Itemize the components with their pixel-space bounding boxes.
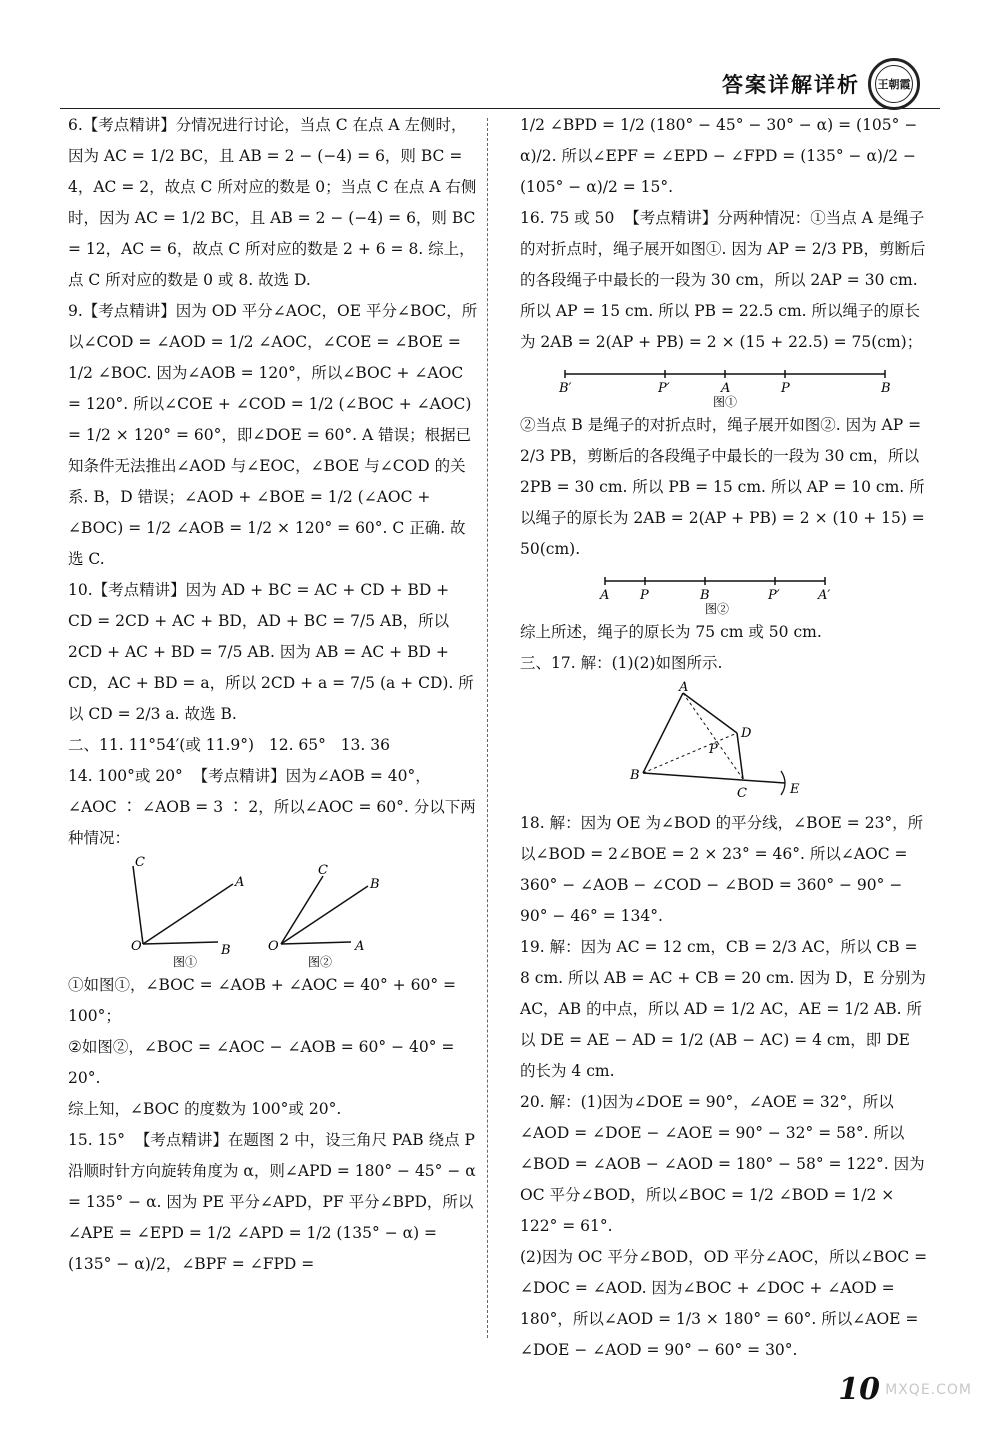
figure-16-2 bbox=[595, 567, 855, 615]
fig16-2-caption: 图② bbox=[705, 602, 730, 615]
fig17-label-b: B bbox=[630, 768, 640, 783]
answer-14: 14. 100°或 20° 【考点精讲】因为∠AOB = 40°，∠AOC ∶ ∠AOB = 3 ∶ 2，所以∠AOC = 60°. 分以下两种情况： bbox=[68, 767, 476, 847]
header-title: 答案详解详析 bbox=[722, 73, 860, 97]
fig16-2-label-b: B bbox=[700, 588, 710, 603]
answer-16-summary: 综上所述，绳子的原长为 75 cm 或 50 cm. bbox=[520, 623, 822, 641]
fig16-2-label-pprime: P′ bbox=[768, 588, 780, 603]
answer-19: 19. 解：因为 AC = 12 cm，CB = 2/3 AC，所以 CB = 8 cm. 所以 AB = AC + CB = 20 cm. 因为 D，E 分别为 AC，AB 的中点，所以 AD = 1/2 AC，AE = 1/2 AB. 所以 DE = AE − AD = 1/2 (AB − AC) = 4 cm，即 DE 的长为 4 cm. bbox=[520, 938, 931, 1080]
answer-15: 15. 15° 【考点精讲】在题图 2 中，设三角尺 PAB 绕点 P 沿顺时针方向旋转角度为 α，则∠APD = 180° − 45° − α = 135° − α. 因为 PE 平分∠APD，PF 平分∠BPD，所以∠APE = ∠EPD = 1/2 ∠APD = 1/2 (135° − α) = (135° − α)/2，∠BPF = ∠FPD = bbox=[68, 1131, 481, 1273]
answer-17: 三、17. 解：(1)(2)如图所示. bbox=[520, 654, 723, 672]
fig14-2-label-b: B bbox=[370, 877, 380, 892]
fig14-1-label-b: B bbox=[221, 943, 231, 958]
fig16-1-caption: 图① bbox=[713, 395, 738, 408]
right-column bbox=[520, 110, 933, 1366]
figure-17 bbox=[625, 681, 825, 806]
brand-logo bbox=[868, 58, 920, 110]
answer-9: 9.【考点精讲】因为 OD 平分∠AOC，OE 平分∠BOC，所以∠COD = ∠AOD = 1/2 ∠AOC，∠COE = ∠BOE = 1/2 ∠BOC. 因为∠AOB = 120°，所以∠BOC + ∠AOC = 120°. 所以∠COE + ∠COD = 1/2 (∠BOC + ∠AOC) = 1/2 × 120° = 60°，即∠DOE = 60°. A 错误；根据已知条件无法推出∠AOD 与∠EOC，∠BOE 与∠COD 的关系. B，D 错误；∠AOD + ∠BOE = 1/2 (∠AOC + ∠BOC) = 1/2 ∠AOB = 1/2 × 120° = 60°. C 正确. 故选 C. bbox=[68, 302, 478, 568]
fig17-label-d: D bbox=[741, 726, 752, 741]
fig16-2-label-aprime: A′ bbox=[818, 588, 831, 603]
fig14-1-label-o: O bbox=[131, 939, 142, 954]
answer-20-part2: (2)因为 OC 平分∠BOD，OD 平分∠AOC，所以∠BOC = ∠DOC = ∠AOD. 因为∠BOC + ∠DOC + ∠AOD = 180°，所以∠AOD = 1/3 × 180° = 60°. 所以∠AOE = ∠DOE − ∠AOD = 90° − 60° = 30°. bbox=[520, 1248, 933, 1359]
answer-6: 6.【考点精讲】分情况进行讨论，当点 C 在点 A 左侧时，因为 AC = 1/2 BC，且 AB = 2 − (−4) = 6，则 BC = 4，AC = 2，故点 C 所对应的数是 0；当点 C 在点 A 右侧时，因为 AC = 1/2 BC，且 AB = 2 − (−4) = 6，则 BC = 12，AC = 6，故点 C 所对应的数是 2 + 6 = 8. 综上，点 C 所对应的数是 0 或 8. 故选 D. bbox=[68, 116, 481, 289]
answer-11-13: 二、11. 11°54′(或 11.9°) 12. 65° 13. 36 bbox=[68, 736, 390, 754]
answer-20-part1: 20. 解：(1)因为∠DOE = 90°，∠AOE = 32°，所以∠AOD = ∠DOE − ∠AOE = 90° − 32° = 58°. 所以∠BOD = ∠AOB − ∠AOD = 180° − 58° = 122°. 因为 OC 平分∠BOD，所以∠BOC = 1/2 ∠BOD = 1/2 × 122° = 61°. bbox=[520, 1093, 930, 1235]
figure-14 bbox=[123, 856, 423, 968]
fig14-2-label-a: A bbox=[355, 939, 365, 954]
fig14-1-label-a: A bbox=[235, 875, 245, 890]
answer-10: 10.【考点精讲】因为 AD + BC = AC + CD + BD + CD = 2CD + AC + BD，AD + BC = 7/5 AB，所以 2CD + AC + BD = 7/5 AB. 因为 AB = AC + BD + CD，AC + BD = a，所以 2CD + a = 7/5 (a + CD). 所以 CD = 2/3 a. 故选 B. bbox=[68, 581, 474, 723]
answer-18: 18. 解：因为 OE 为∠BOD 的平分线，∠BOE = 23°，所以∠BOD = 2∠BOE = 2 × 23° = 46°. 所以∠AOC = 360° − ∠AOB − ∠COD − ∠BOD = 360° − 90° − 90° − 46° = 134°. bbox=[520, 814, 924, 925]
fig14-1-caption: 图① bbox=[173, 955, 198, 968]
figure-16-1 bbox=[545, 360, 905, 408]
fig14-2-label-o: O bbox=[268, 939, 279, 954]
column-divider bbox=[487, 118, 488, 1338]
answer-14-cases: ①如图①，∠BOC = ∠AOB + ∠AOC = 40° + 60° = 100°； ②如图②，∠BOC = ∠AOC − ∠AOB = 60° − 40° = 20°. 综上知，∠BOC 的度数为 100°或 20°. bbox=[68, 976, 456, 1118]
header-divider bbox=[60, 108, 940, 109]
logo-text: 王朝霞 bbox=[875, 65, 913, 103]
fig16-1-label-bprime: B′ bbox=[559, 381, 572, 396]
page-header bbox=[722, 58, 920, 110]
answer-15-cont: 1/2 ∠BPD = 1/2 (180° − 45° − 30° − α) = (105° − α)/2. 所以∠EPF = ∠EPD − ∠FPD = (135° − α)/2 − (105° − α)/2 = 15°. bbox=[520, 116, 923, 196]
watermark: MXQE.COM bbox=[885, 1382, 972, 1398]
fig14-2-caption: 图② bbox=[308, 955, 333, 968]
fig17-label-a: A bbox=[679, 681, 689, 695]
fig16-2-label-a: A bbox=[600, 588, 610, 603]
fig14-2-label-c: C bbox=[318, 863, 328, 878]
fig16-1-label-a: A bbox=[721, 381, 731, 396]
fig16-1-label-b: B bbox=[881, 381, 891, 396]
fig17-label-e: E bbox=[790, 782, 800, 797]
fig16-1-label-p: P bbox=[781, 381, 790, 396]
left-column bbox=[68, 110, 481, 1280]
fig14-1-label-c: C bbox=[135, 856, 145, 870]
answer-16-part2: ②当点 B 是绳子的对折点时，绳子展开如图②. 因为 AP = 2/3 PB，剪断后的各段绳子中最长的一段为 30 cm，所以 2PB = 30 cm. 所以 PB = 15 cm. 所以 AP = 10 cm. 所以绳子的原长为 2AB = 2(AP + PB) = 2 × (10 + 15) = 50(cm). bbox=[520, 416, 930, 558]
answer-16-part1: 16. 75 或 50 【考点精讲】分两种情况：①当点 A 是绳子的对折点时，绳子展开如图①. 因为 AP = 2/3 PB，剪断后的各段绳子中最长的一段为 30 cm，所以 2AP = 30 cm. 所以 AP = 15 cm. 所以 PB = 22.5 cm. 所以绳子的原长为 2AB = 2(AP + PB) = 2 × (15 + 22.5) = 75(cm)； bbox=[520, 209, 926, 351]
fig17-label-c: C bbox=[737, 786, 747, 801]
fig16-1-label-pprime: P′ bbox=[658, 381, 670, 396]
fig17-label-p: P bbox=[709, 742, 718, 757]
fig16-2-label-p: P bbox=[640, 588, 649, 603]
page-number: 10 bbox=[838, 1372, 880, 1407]
